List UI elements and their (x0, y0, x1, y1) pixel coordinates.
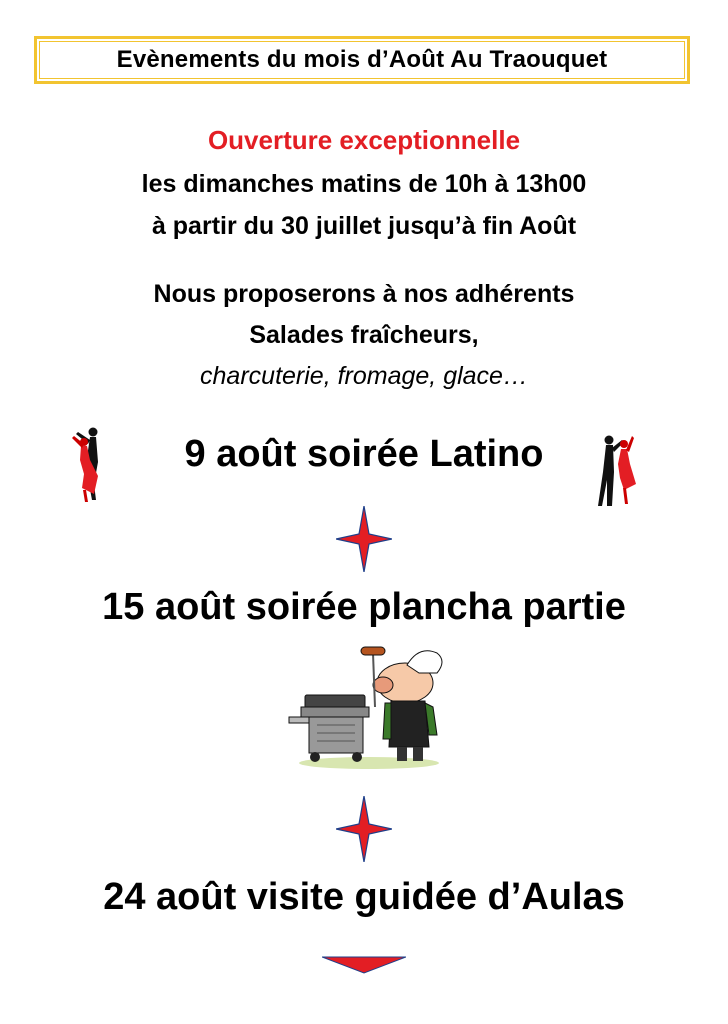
four-point-star-icon (336, 796, 392, 862)
event-latino: 9 août soirée Latino (184, 433, 544, 475)
offer-salads: Salades fraîcheurs, (249, 321, 479, 349)
offer-items: charcuterie, fromage, glace… (200, 362, 528, 390)
page-title: Evènements du mois d’Août Au Traouquet (116, 46, 608, 73)
event-aulas: 24 août visite guidée d’Aulas (103, 876, 625, 918)
plancha-chef-icon (287, 643, 451, 771)
header-title-box (34, 36, 690, 84)
four-point-star-icon (336, 506, 392, 572)
opening-heading: Ouverture exceptionnelle (207, 125, 521, 155)
down-arrow-icon (322, 955, 406, 975)
opening-hours: les dimanches matins de 10h à 13h00 (141, 170, 587, 198)
opening-period: à partir du 30 juillet jusqu’à fin Août (151, 212, 577, 240)
offer-intro: Nous proposerons à nos adhérents (153, 280, 575, 308)
event-plancha: 15 août soirée plancha partie (102, 586, 626, 628)
